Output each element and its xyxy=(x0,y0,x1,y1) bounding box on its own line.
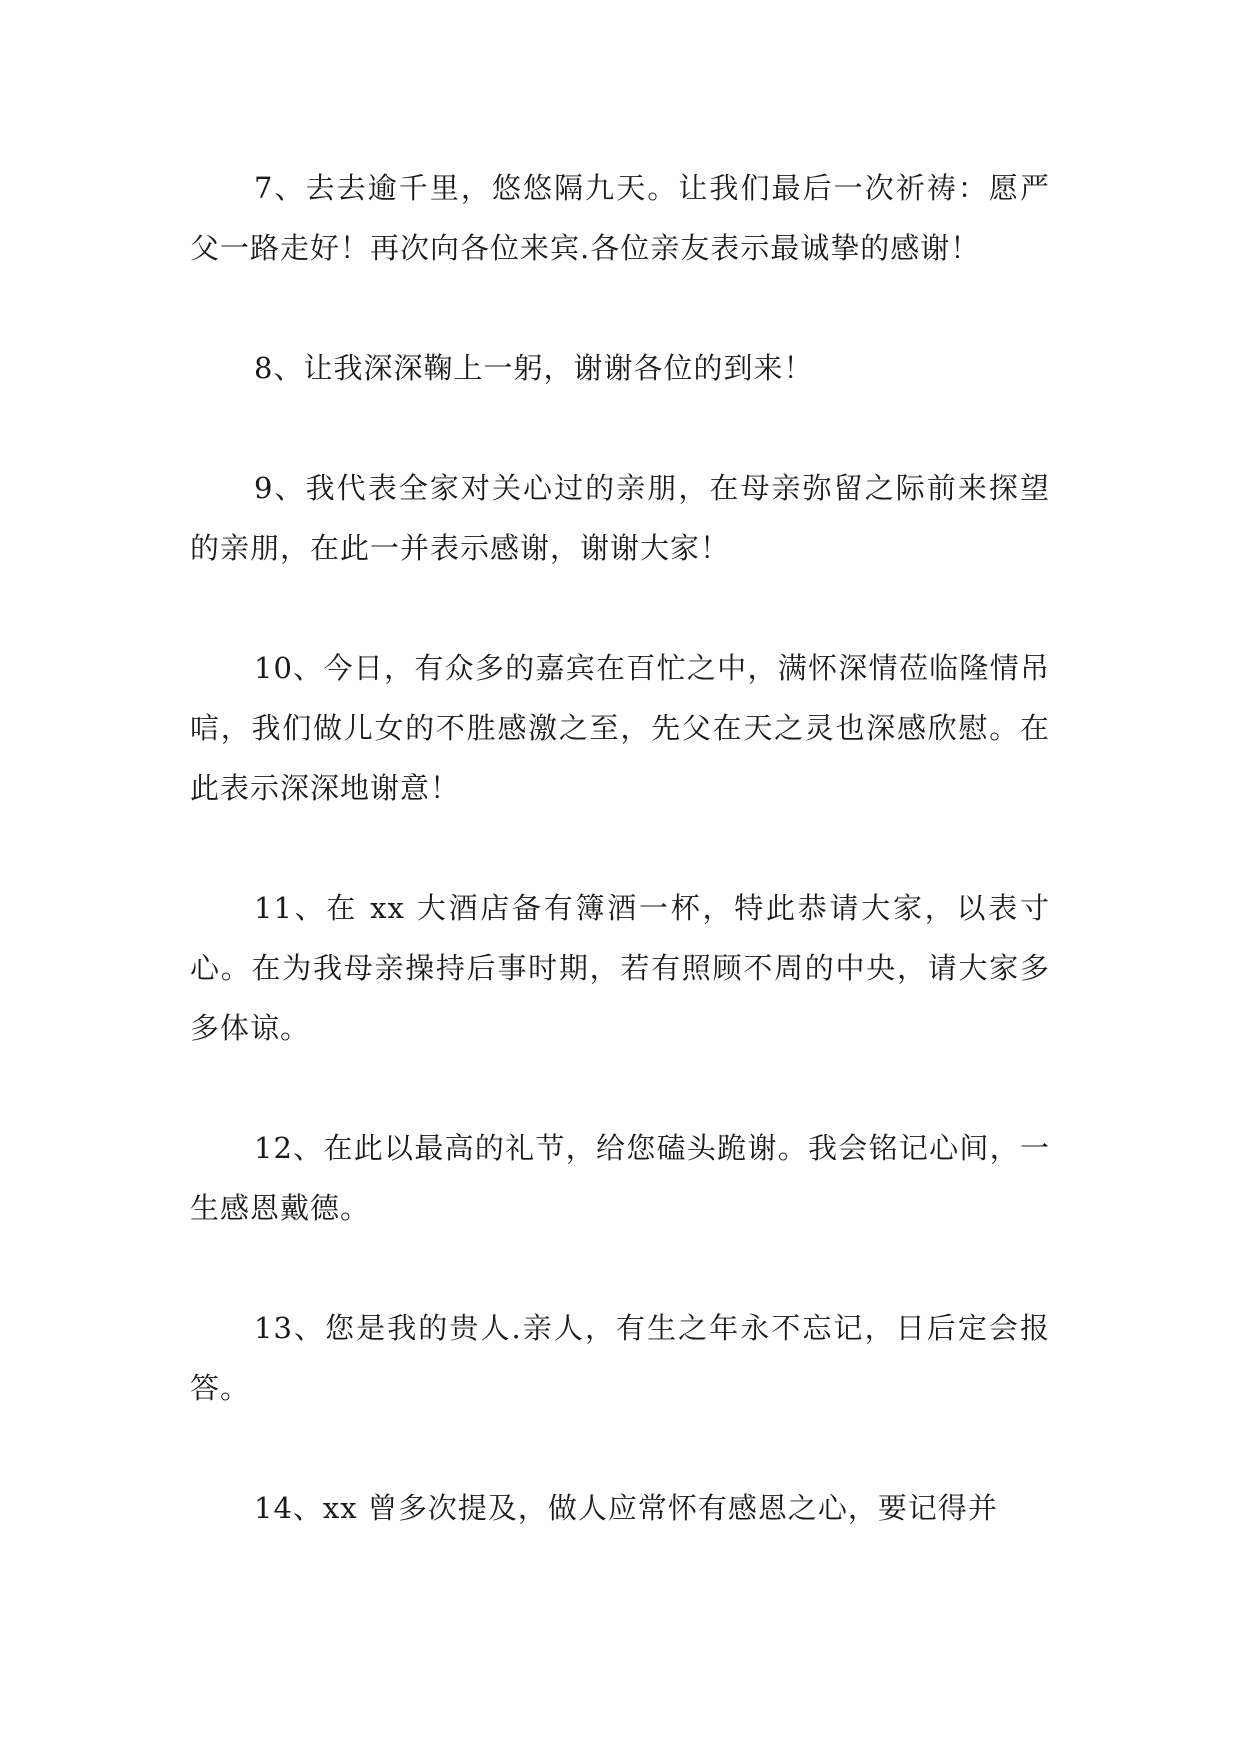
paragraph-13: 13、您是我的贵人.亲人，有生之年永不忘记，日后定会报答。 xyxy=(190,1311,1050,1405)
document-body xyxy=(190,158,1050,1598)
paragraph-10: 10、今日，有众多的嘉宾在百忙之中，满怀深情莅临隆情吊唁，我们做儿女的不胜感激之至，先父在天之灵也深感欣慰。在此表示深深地谢意！ xyxy=(190,651,1050,805)
paragraph-9: 9、我代表全家对关心过的亲朋，在母亲弥留之际前来探望的亲朋，在此一并表示感谢，谢谢大家！ xyxy=(190,471,1050,565)
paragraph-14: 14、xx 曾多次提及，做人应常怀有感恩之心，要记得并 xyxy=(254,1491,998,1525)
paragraph-7: 7、去去逾千里，悠悠隔九天。让我们最后一次祈祷：愿严父一路走好！再次向各位来宾.各位亲友表示最诚挚的感谢！ xyxy=(190,171,1050,265)
paragraph-11: 11、在 xx 大酒店备有簿酒一杯，特此恭请大家，以表寸心。在为我母亲操持后事时期，若有照顾不周的中央，请大家多多体谅。 xyxy=(190,891,1050,1045)
paragraph-8: 8、让我深深鞠上一躬，谢谢各位的到来！ xyxy=(254,351,814,385)
paragraph-12: 12、在此以最高的礼节，给您磕头跪谢。我会铭记心间，一生感恩戴德。 xyxy=(190,1131,1050,1225)
